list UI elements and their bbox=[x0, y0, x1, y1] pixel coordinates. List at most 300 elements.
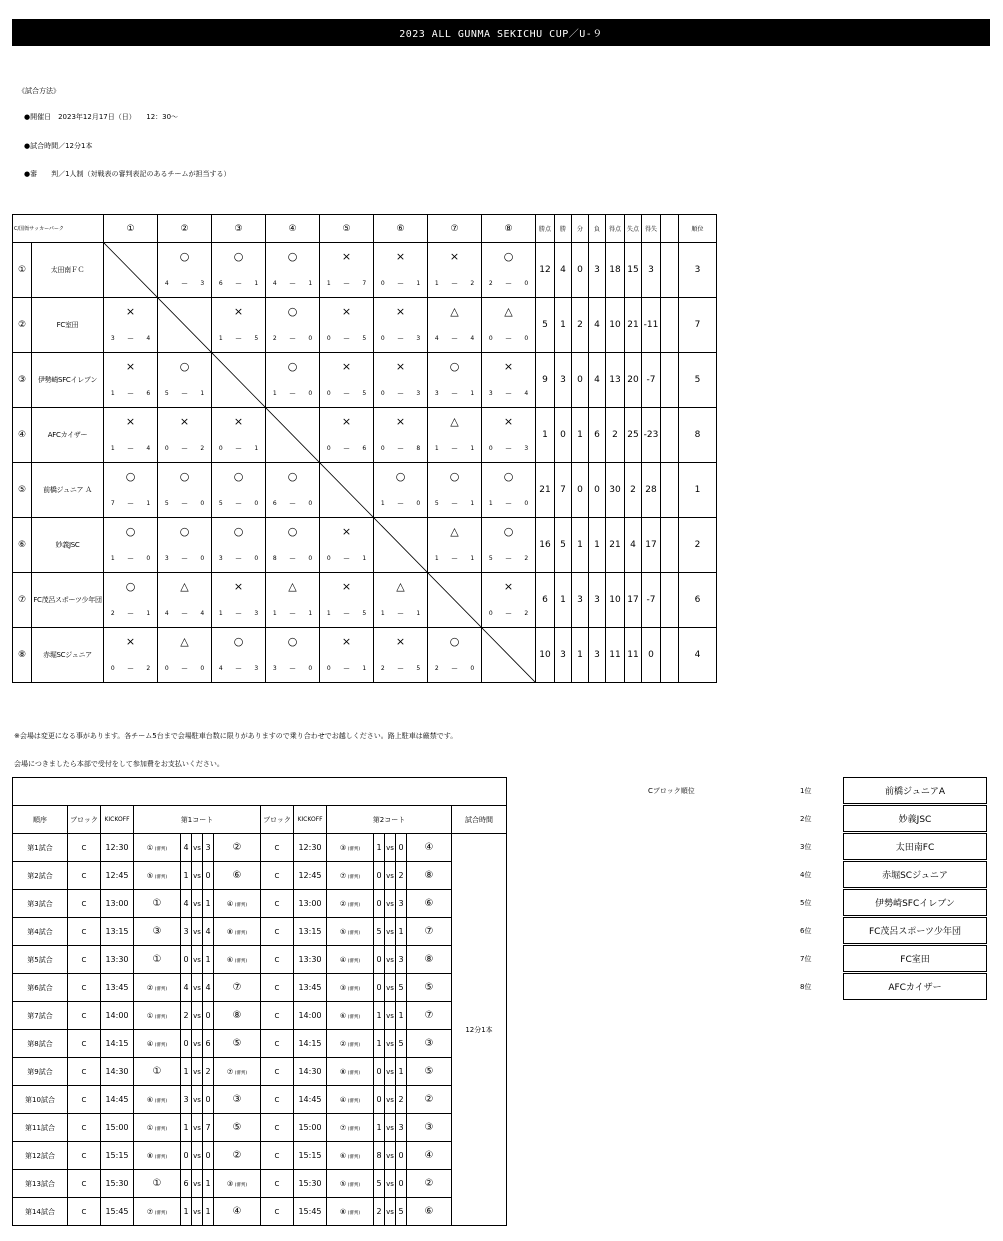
vs-label: vs bbox=[192, 1170, 203, 1198]
referee-tag: (審判) bbox=[346, 1126, 361, 1132]
team-stat: 1 bbox=[679, 463, 717, 518]
score-for: 0 bbox=[374, 435, 392, 463]
home-team: ① bbox=[134, 1058, 181, 1086]
away-score: 3 bbox=[396, 1114, 407, 1142]
score-dash: — bbox=[392, 270, 410, 298]
team-stat: 3 bbox=[572, 573, 589, 628]
away-score: 4 bbox=[203, 974, 214, 1002]
team-stat: 4 bbox=[679, 628, 717, 683]
team-stat: 10 bbox=[536, 628, 555, 683]
result-mark: △ bbox=[374, 573, 428, 601]
stat-header: 勝点 bbox=[536, 215, 555, 243]
score-against: 6 bbox=[140, 380, 158, 408]
kickoff-time: 15:45 bbox=[294, 1198, 327, 1226]
score-dash: — bbox=[122, 600, 140, 628]
block-header: ブロック bbox=[261, 806, 294, 834]
team-stat: 4 bbox=[589, 298, 606, 353]
away-score: 0 bbox=[396, 1142, 407, 1170]
match-order: 第2試合 bbox=[13, 862, 68, 890]
away-team: ⑤ bbox=[214, 1114, 261, 1142]
kickoff-time: 14:30 bbox=[101, 1058, 134, 1086]
score-against: 1 bbox=[410, 600, 428, 628]
away-team: ③ (審判) bbox=[214, 1170, 261, 1198]
match-block: C bbox=[261, 1058, 294, 1086]
team-stat: 7 bbox=[555, 463, 572, 518]
away-team: ⑥ bbox=[407, 890, 452, 918]
score-against: 0 bbox=[248, 545, 266, 573]
team-stat: 9 bbox=[536, 353, 555, 408]
self-match-cell bbox=[212, 353, 266, 408]
home-score: 0 bbox=[374, 1086, 385, 1114]
home-score: 1 bbox=[374, 1002, 385, 1030]
home-team: ① bbox=[134, 890, 181, 918]
home-score: 1 bbox=[374, 834, 385, 862]
away-team: ⑤ bbox=[407, 974, 452, 1002]
match-block: C bbox=[68, 1114, 101, 1142]
score-against: 0 bbox=[518, 270, 536, 298]
stat-header: 分 bbox=[572, 215, 589, 243]
vs-label: vs bbox=[385, 1142, 396, 1170]
score-for: 2 bbox=[266, 325, 284, 353]
score-dash: — bbox=[500, 270, 518, 298]
standings-title: Cブロック順位 bbox=[648, 787, 695, 795]
result-mark: △ bbox=[266, 573, 320, 601]
score-against: 1 bbox=[464, 380, 482, 408]
score-dash: — bbox=[284, 600, 302, 628]
away-team: ④ bbox=[407, 834, 452, 862]
home-team: ⑥ (審判) bbox=[134, 1086, 181, 1114]
home-team: ⑧ (審判) bbox=[134, 1142, 181, 1170]
event-date: ●開催日 2023年12月17日（日） 12：30〜 bbox=[24, 113, 179, 121]
score-dash: — bbox=[284, 490, 302, 518]
score-against: 0 bbox=[194, 545, 212, 573]
score-against: 5 bbox=[410, 655, 428, 683]
score-against: 0 bbox=[302, 325, 320, 353]
kickoff-header: KICKOFF bbox=[101, 806, 134, 834]
home-score: 0 bbox=[181, 1142, 192, 1170]
score-dash: — bbox=[230, 545, 248, 573]
team-stat bbox=[661, 573, 679, 628]
kickoff-time: 15:30 bbox=[101, 1170, 134, 1198]
vs-label: vs bbox=[192, 1086, 203, 1114]
team-number: ⑤ bbox=[13, 463, 32, 518]
result-mark: ○ bbox=[374, 463, 428, 491]
vs-label: vs bbox=[385, 1030, 396, 1058]
kickoff-time: 15:45 bbox=[101, 1198, 134, 1226]
match-order: 第14試合 bbox=[13, 1198, 68, 1226]
match-order: 第8試合 bbox=[13, 1030, 68, 1058]
result-mark: ○ bbox=[266, 628, 320, 656]
score-for: 5 bbox=[158, 490, 176, 518]
result-mark: ○ bbox=[104, 463, 158, 491]
vs-label: vs bbox=[385, 918, 396, 946]
opponent-header: ⑤ bbox=[320, 215, 374, 243]
match-order: 第5試合 bbox=[13, 946, 68, 974]
opponent-header: ⑥ bbox=[374, 215, 428, 243]
team-stat: 11 bbox=[606, 628, 625, 683]
match-block: C bbox=[68, 1142, 101, 1170]
result-mark: × bbox=[482, 408, 536, 436]
referee-tag: (審判) bbox=[346, 930, 361, 936]
score-against: 3 bbox=[518, 435, 536, 463]
standing-position: 5位 bbox=[800, 899, 812, 907]
team-stat: 15 bbox=[625, 243, 642, 298]
match-block: C bbox=[261, 1002, 294, 1030]
team-stat: 5 bbox=[679, 353, 717, 408]
result-mark: ○ bbox=[266, 463, 320, 491]
team-stat: 10 bbox=[606, 573, 625, 628]
away-team: ③ bbox=[407, 1114, 452, 1142]
team-stat: 0 bbox=[572, 243, 589, 298]
home-score: 1 bbox=[181, 1058, 192, 1086]
referee-tag: (審判) bbox=[153, 1042, 168, 1048]
match-order: 第10試合 bbox=[13, 1086, 68, 1114]
home-score: 1 bbox=[374, 1030, 385, 1058]
standing-team: 太田南FC bbox=[843, 833, 987, 860]
home-score: 4 bbox=[181, 890, 192, 918]
vs-label: vs bbox=[385, 862, 396, 890]
score-against: 0 bbox=[302, 490, 320, 518]
referee-tag: (審判) bbox=[153, 1210, 168, 1216]
score-against: 5 bbox=[356, 325, 374, 353]
match-block: C bbox=[68, 1170, 101, 1198]
team-stat bbox=[661, 298, 679, 353]
away-score: 4 bbox=[203, 918, 214, 946]
score-for: 3 bbox=[428, 380, 446, 408]
away-team: ③ bbox=[214, 1086, 261, 1114]
match-block: C bbox=[261, 1086, 294, 1114]
match-block: C bbox=[261, 834, 294, 862]
team-stat: -7 bbox=[642, 353, 661, 408]
score-for: 0 bbox=[374, 380, 392, 408]
kickoff-time: 12:30 bbox=[294, 834, 327, 862]
standing-position: 4位 bbox=[800, 871, 812, 879]
away-score: 5 bbox=[396, 1198, 407, 1226]
team-stat bbox=[661, 408, 679, 463]
referee-tag: (審判) bbox=[346, 1014, 361, 1020]
away-score: 5 bbox=[396, 974, 407, 1002]
score-against: 3 bbox=[248, 655, 266, 683]
team-stat: 0 bbox=[642, 628, 661, 683]
team-stat: 1 bbox=[555, 573, 572, 628]
team-stat: 8 bbox=[679, 408, 717, 463]
match-order: 第3試合 bbox=[13, 890, 68, 918]
vs-label: vs bbox=[192, 946, 203, 974]
self-match-cell bbox=[482, 628, 536, 683]
referee-tag: (審判) bbox=[346, 1182, 361, 1188]
schedule-top-border bbox=[13, 778, 507, 806]
result-mark: ○ bbox=[212, 463, 266, 491]
referee-tag: (審判) bbox=[346, 1154, 361, 1160]
score-dash: — bbox=[500, 325, 518, 353]
kickoff-time: 13:45 bbox=[294, 974, 327, 1002]
score-dash: — bbox=[392, 380, 410, 408]
kickoff-time: 14:30 bbox=[294, 1058, 327, 1086]
referee-tag: (審判) bbox=[153, 874, 168, 880]
standing-position: 3位 bbox=[800, 843, 812, 851]
vs-label: vs bbox=[385, 1114, 396, 1142]
away-score: 0 bbox=[396, 1170, 407, 1198]
team-stat bbox=[661, 463, 679, 518]
standing-position: 1位 bbox=[800, 787, 812, 795]
team-stat: 0 bbox=[572, 353, 589, 408]
team-stat: 28 bbox=[642, 463, 661, 518]
home-score: 0 bbox=[374, 862, 385, 890]
referee-tag: (審判) bbox=[346, 1042, 361, 1048]
home-score: 4 bbox=[181, 974, 192, 1002]
score-for: 1 bbox=[428, 545, 446, 573]
match-block: C bbox=[261, 862, 294, 890]
score-for: 1 bbox=[212, 600, 230, 628]
result-mark: △ bbox=[428, 298, 482, 326]
away-team: ② bbox=[214, 1142, 261, 1170]
result-mark: ○ bbox=[104, 518, 158, 546]
score-for: 5 bbox=[212, 490, 230, 518]
vs-label: vs bbox=[192, 834, 203, 862]
score-for: 6 bbox=[212, 270, 230, 298]
result-mark: ○ bbox=[428, 353, 482, 381]
standing-team: AFCカイザー bbox=[843, 973, 987, 1000]
home-team: ③ (審判) bbox=[327, 974, 374, 1002]
result-mark: ○ bbox=[266, 353, 320, 381]
score-dash: — bbox=[392, 490, 410, 518]
score-for: 0 bbox=[482, 435, 500, 463]
vs-label: vs bbox=[192, 1002, 203, 1030]
match-block: C bbox=[261, 1170, 294, 1198]
match-block: C bbox=[68, 1058, 101, 1086]
block-header: ブロック bbox=[68, 806, 101, 834]
result-mark: × bbox=[482, 353, 536, 381]
away-team: ② bbox=[407, 1170, 452, 1198]
score-for: 7 bbox=[104, 490, 122, 518]
result-mark: × bbox=[320, 518, 374, 546]
match-block: C bbox=[261, 1114, 294, 1142]
referee-tag: (審判) bbox=[233, 958, 248, 964]
score-against: 1 bbox=[464, 490, 482, 518]
away-score: 0 bbox=[203, 1086, 214, 1114]
kickoff-header: KICKOFF bbox=[294, 806, 327, 834]
match-order: 第12試合 bbox=[13, 1142, 68, 1170]
away-team: ⑦ bbox=[214, 974, 261, 1002]
match-block: C bbox=[68, 862, 101, 890]
score-for: 0 bbox=[374, 325, 392, 353]
team-stat: 17 bbox=[625, 573, 642, 628]
score-dash: — bbox=[176, 655, 194, 683]
result-mark: × bbox=[104, 408, 158, 436]
team-number: ① bbox=[13, 243, 32, 298]
score-dash: — bbox=[284, 380, 302, 408]
result-mark: △ bbox=[158, 628, 212, 656]
score-dash: — bbox=[446, 270, 464, 298]
home-score: 2 bbox=[374, 1198, 385, 1226]
score-against: 6 bbox=[356, 435, 374, 463]
kickoff-time: 13:30 bbox=[101, 946, 134, 974]
score-dash: — bbox=[446, 435, 464, 463]
score-against: 0 bbox=[248, 490, 266, 518]
home-score: 8 bbox=[374, 1142, 385, 1170]
team-stat: 1 bbox=[589, 518, 606, 573]
result-mark: ○ bbox=[158, 243, 212, 271]
match-block: C bbox=[261, 974, 294, 1002]
team-stat: -23 bbox=[642, 408, 661, 463]
team-stat: 11 bbox=[625, 628, 642, 683]
kickoff-time: 13:45 bbox=[101, 974, 134, 1002]
away-score: 0 bbox=[396, 834, 407, 862]
score-against: 0 bbox=[194, 655, 212, 683]
page-title: 2023 ALL GUNMA SEKICHU CUP／U-９ bbox=[12, 19, 990, 46]
result-mark: △ bbox=[482, 298, 536, 326]
result-mark: ○ bbox=[266, 243, 320, 271]
home-score: 0 bbox=[374, 974, 385, 1002]
score-against: 0 bbox=[518, 490, 536, 518]
vs-label: vs bbox=[385, 1198, 396, 1226]
result-mark: × bbox=[104, 353, 158, 381]
home-score: 1 bbox=[181, 1114, 192, 1142]
score-for: 1 bbox=[212, 325, 230, 353]
vs-label: vs bbox=[385, 1170, 396, 1198]
standing-position: 8位 bbox=[800, 983, 812, 991]
result-mark: ○ bbox=[266, 298, 320, 326]
away-team: ⑥ (審判) bbox=[214, 946, 261, 974]
match-order: 第6試合 bbox=[13, 974, 68, 1002]
team-stat: 21 bbox=[625, 298, 642, 353]
away-score: 5 bbox=[396, 1030, 407, 1058]
score-for: 0 bbox=[374, 270, 392, 298]
score-dash: — bbox=[230, 600, 248, 628]
result-mark: × bbox=[320, 408, 374, 436]
score-against: 1 bbox=[464, 545, 482, 573]
score-for: 1 bbox=[266, 600, 284, 628]
team-stat: 7 bbox=[679, 298, 717, 353]
match-schedule bbox=[12, 777, 507, 1226]
score-dash: — bbox=[446, 545, 464, 573]
result-mark: ○ bbox=[212, 243, 266, 271]
result-mark: × bbox=[374, 353, 428, 381]
score-dash: — bbox=[338, 270, 356, 298]
result-mark: × bbox=[158, 408, 212, 436]
score-for: 0 bbox=[320, 545, 338, 573]
score-dash: — bbox=[230, 325, 248, 353]
result-mark: ○ bbox=[482, 518, 536, 546]
match-block: C bbox=[68, 890, 101, 918]
stat-header: 得点 bbox=[606, 215, 625, 243]
opponent-header: ⑧ bbox=[482, 215, 536, 243]
score-against: 0 bbox=[410, 490, 428, 518]
score-for: 2 bbox=[428, 655, 446, 683]
result-mark: ○ bbox=[158, 463, 212, 491]
team-stat: -7 bbox=[642, 573, 661, 628]
away-score: 1 bbox=[396, 918, 407, 946]
team-number: ③ bbox=[13, 353, 32, 408]
stat-header bbox=[661, 215, 679, 243]
referee-tag: (審判) bbox=[153, 1154, 168, 1160]
vs-label: vs bbox=[385, 946, 396, 974]
home-team: ⑧ (審判) bbox=[327, 1198, 374, 1226]
score-against: 2 bbox=[140, 655, 158, 683]
kickoff-time: 15:00 bbox=[101, 1114, 134, 1142]
result-mark: ○ bbox=[428, 628, 482, 656]
score-for: 1 bbox=[266, 380, 284, 408]
home-score: 5 bbox=[374, 1170, 385, 1198]
team-stat: 2 bbox=[679, 518, 717, 573]
score-for: 2 bbox=[374, 655, 392, 683]
match-block: C bbox=[68, 1002, 101, 1030]
team-stat: -11 bbox=[642, 298, 661, 353]
score-against: 3 bbox=[410, 325, 428, 353]
team-stat: 3 bbox=[555, 628, 572, 683]
team-name: FC室田 bbox=[32, 298, 104, 353]
result-mark: ○ bbox=[212, 628, 266, 656]
self-match-cell bbox=[374, 518, 428, 573]
score-for: 3 bbox=[266, 655, 284, 683]
away-team: ⑦ bbox=[407, 918, 452, 946]
order-header: 順序 bbox=[13, 806, 68, 834]
score-dash: — bbox=[176, 545, 194, 573]
away-team: ⑦ bbox=[407, 1002, 452, 1030]
match-block: C bbox=[68, 1086, 101, 1114]
score-dash: — bbox=[122, 655, 140, 683]
score-for: 2 bbox=[482, 270, 500, 298]
score-dash: — bbox=[230, 655, 248, 683]
self-match-cell bbox=[320, 463, 374, 518]
home-team: ⑦ (審判) bbox=[134, 1198, 181, 1226]
home-team: ⑤ (審判) bbox=[327, 1170, 374, 1198]
away-team: ⑧ bbox=[407, 946, 452, 974]
self-match-cell bbox=[158, 298, 212, 353]
score-against: 1 bbox=[248, 435, 266, 463]
score-for: 1 bbox=[104, 380, 122, 408]
kickoff-time: 12:45 bbox=[294, 862, 327, 890]
home-score: 6 bbox=[181, 1170, 192, 1198]
score-for: 1 bbox=[374, 600, 392, 628]
result-mark: × bbox=[482, 573, 536, 601]
home-team: ③ (審判) bbox=[327, 834, 374, 862]
score-for: 4 bbox=[266, 270, 284, 298]
stat-header: 得失 bbox=[642, 215, 661, 243]
vs-label: vs bbox=[192, 974, 203, 1002]
result-mark: △ bbox=[428, 408, 482, 436]
team-name: AFCカイザー bbox=[32, 408, 104, 463]
team-stat: 20 bbox=[625, 353, 642, 408]
match-block: C bbox=[261, 890, 294, 918]
score-against: 1 bbox=[194, 380, 212, 408]
home-score: 0 bbox=[181, 1030, 192, 1058]
score-dash: — bbox=[500, 545, 518, 573]
referee-tag: (審判) bbox=[346, 958, 361, 964]
standing-position: 7位 bbox=[800, 955, 812, 963]
team-stat: 21 bbox=[536, 463, 555, 518]
score-dash: — bbox=[500, 380, 518, 408]
team-stat: 1 bbox=[572, 518, 589, 573]
score-against: 5 bbox=[356, 600, 374, 628]
match-order: 第7試合 bbox=[13, 1002, 68, 1030]
score-dash: — bbox=[338, 380, 356, 408]
kickoff-time: 15:30 bbox=[294, 1170, 327, 1198]
away-team: ⑦ (審判) bbox=[214, 1058, 261, 1086]
opponent-header: ⑦ bbox=[428, 215, 482, 243]
team-stat bbox=[661, 243, 679, 298]
score-for: 5 bbox=[482, 545, 500, 573]
score-dash: — bbox=[176, 435, 194, 463]
team-name: 太田南ＦＣ bbox=[32, 243, 104, 298]
home-score: 0 bbox=[374, 946, 385, 974]
score-dash: — bbox=[284, 270, 302, 298]
score-against: 1 bbox=[464, 435, 482, 463]
away-team: ⑤ bbox=[407, 1058, 452, 1086]
home-score: 1 bbox=[374, 1114, 385, 1142]
home-team: ① bbox=[134, 1170, 181, 1198]
score-dash: — bbox=[338, 325, 356, 353]
